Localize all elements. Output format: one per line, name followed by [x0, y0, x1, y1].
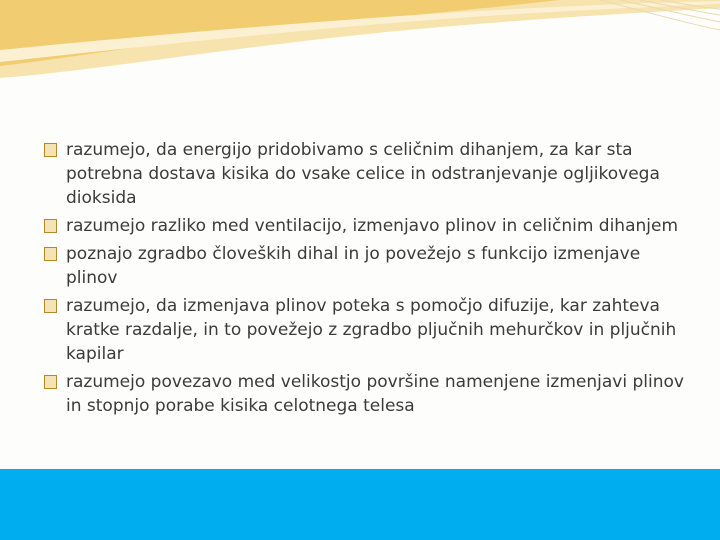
square-bullet-icon [44, 247, 57, 261]
square-bullet-icon [44, 143, 57, 157]
square-bullet-icon [44, 219, 57, 233]
bullet-item [44, 242, 684, 290]
bullet-item [44, 294, 684, 366]
bullet-item [44, 370, 684, 418]
bullet-item [44, 138, 684, 210]
square-bullet-icon [44, 299, 57, 313]
bullet-text: poznajo zgradbo človeških dihal in jo povežejo s funkcijo izmenjave plinov [66, 244, 641, 288]
bullet-text: razumejo, da energijo pridobivamo s celičnim dihanjem, za kar sta potrebna dostava kisika do vsake celice in odstranjevanje ogljikovega dioksida [66, 140, 660, 208]
header-swoosh-decoration [0, 0, 720, 110]
bullet-text: razumejo, da izmenjava plinov poteka s pomočjo difuzije, kar zahteva kratke razdalje, in to povežejo z zgradbo pljučnih mehurčkov in pljučnih kapilar [66, 296, 677, 364]
bullet-list [44, 138, 684, 422]
footer-color-bar [0, 469, 720, 540]
bullet-text: razumejo razliko med ventilacijo, izmenjavo plinov in celičnim dihanjem [66, 216, 679, 236]
square-bullet-icon [44, 375, 57, 389]
bullet-item [44, 214, 684, 238]
bullet-text: razumejo povezavo med velikostjo površine namenjene izmenjavi plinov in stopnjo porabe kisika celotnega telesa [66, 372, 684, 416]
